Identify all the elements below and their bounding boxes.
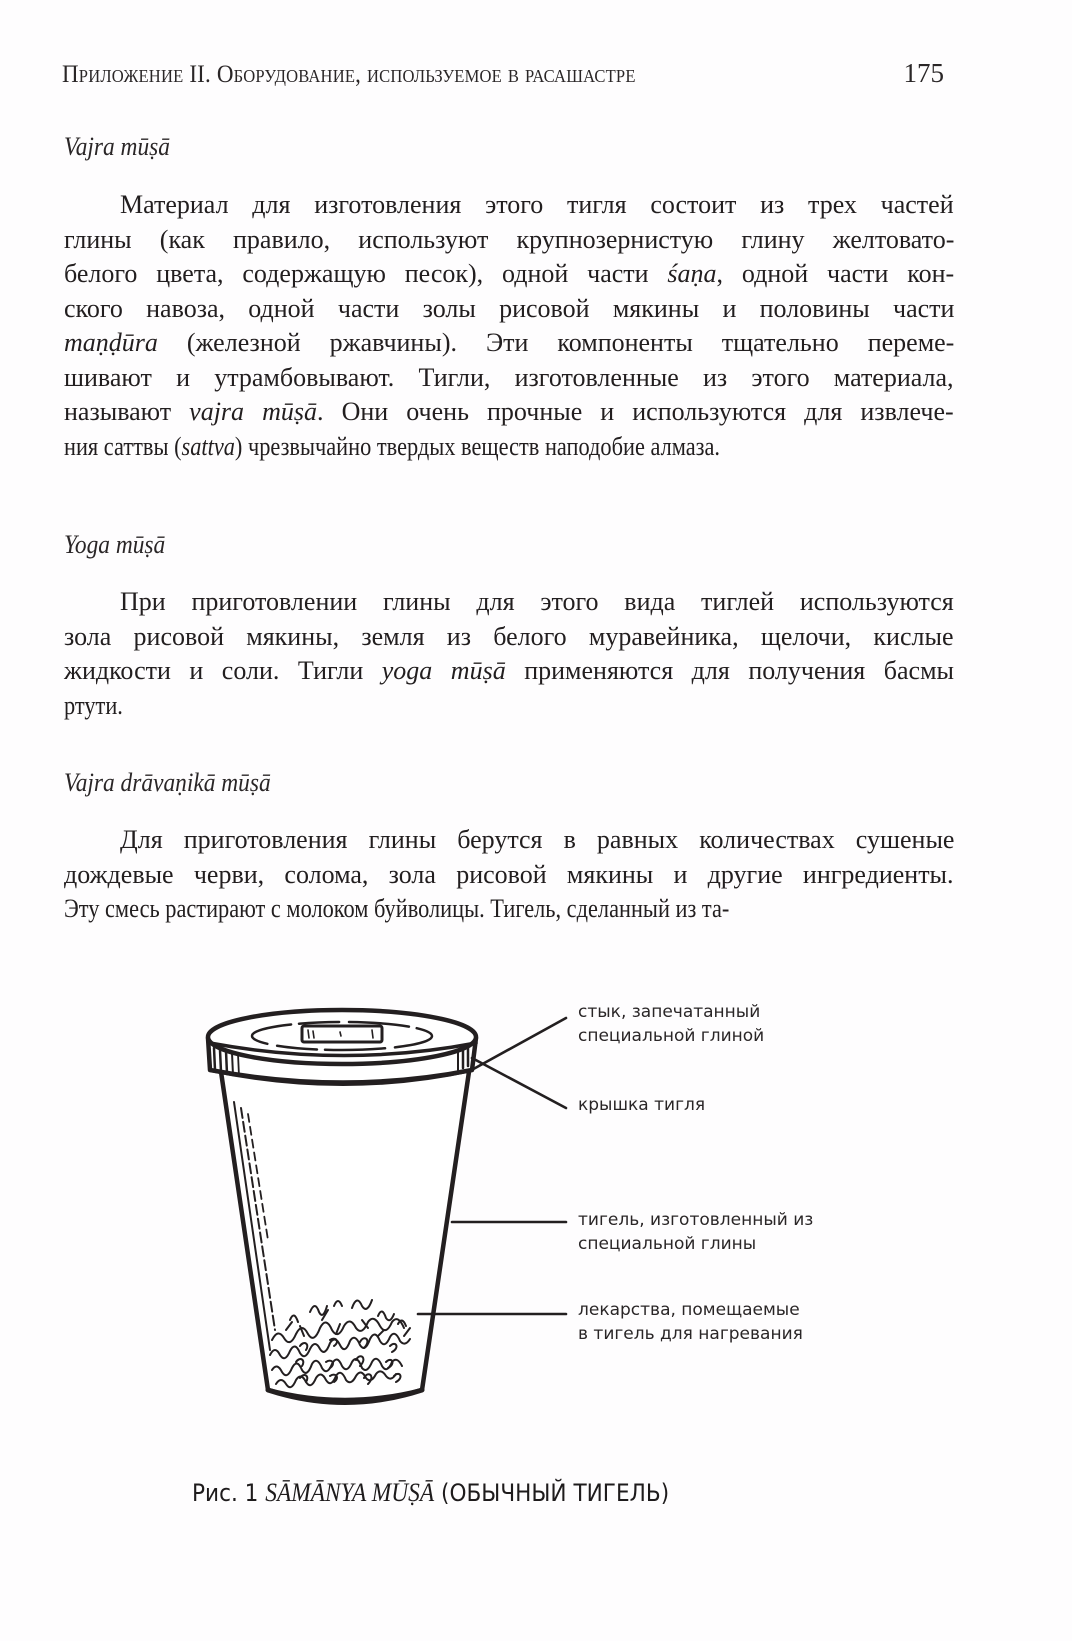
text-line bbox=[64, 858, 954, 893]
text-run: Эту смесь растирают с молоком буйволицы. Тигель, сделанный из та- bbox=[64, 894, 730, 923]
text-run: Для приготовления глины берутся в равных количествах сушеные bbox=[120, 825, 955, 854]
callout-lid bbox=[578, 1093, 705, 1117]
text-line bbox=[64, 823, 954, 858]
text-run: , одной части кон- bbox=[716, 259, 955, 288]
caption-term: SĀMĀNYA MŪṢĀ bbox=[265, 1478, 435, 1507]
text-run: ния саттвы ( bbox=[64, 431, 182, 461]
callout-crucible-line-2: специальной глины bbox=[578, 1234, 757, 1254]
callout-crucible-line-1: тигель, изготовленный из bbox=[578, 1210, 814, 1230]
section-heading-vajra-dravanika-musa: Vajra drāvaṇikā mūṣā bbox=[64, 768, 271, 797]
caption-suffix: (ОБЫЧНЫЙ ТИГЕЛЬ) bbox=[434, 1479, 670, 1507]
crucible-illustration bbox=[0, 990, 1072, 1470]
figure-samanya-musa bbox=[0, 990, 1072, 1470]
sanskrit-term: sattva bbox=[181, 431, 235, 461]
section-heading-vajra-musa: Vajra mūṣā bbox=[64, 132, 170, 161]
text-line bbox=[64, 361, 954, 396]
text-line bbox=[64, 395, 954, 430]
text-line bbox=[64, 326, 954, 361]
text-run: Материал для изготовления этого тигля состоит из трех частей bbox=[120, 190, 954, 219]
text-run: ) чрезвычайно твердых веществ наподобие алмаза. bbox=[234, 431, 721, 461]
text-run: зола рисовой мякины, земля из белого муравейника, щелочи, кислые bbox=[64, 621, 954, 651]
sanskrit-term: śaṇa bbox=[667, 259, 717, 288]
text-line bbox=[64, 689, 954, 724]
text-line bbox=[64, 585, 954, 620]
text-run: называют bbox=[64, 397, 190, 426]
text-line bbox=[64, 892, 954, 927]
text-run: дождевые черви, солома, зола рисовой мякины и другие ингредиенты. bbox=[64, 859, 954, 889]
text-run: . Они очень прочные и используются для извлече- bbox=[317, 397, 954, 426]
text-run: ртути. bbox=[64, 690, 123, 720]
sanskrit-term: vajra mūṣā bbox=[189, 397, 318, 426]
callout-lid-line-1: крышка тигля bbox=[578, 1095, 706, 1115]
text-run: шивают и утрамбовывают. Тигли, изготовленные из этого материала, bbox=[64, 362, 954, 392]
text-line bbox=[64, 430, 954, 465]
callout-joint bbox=[578, 1000, 764, 1048]
callout-medicines bbox=[578, 1298, 803, 1346]
callout-medicines-line-1: лекарства, помещаемые bbox=[578, 1300, 800, 1320]
paragraph-vajra-dravanika-musa bbox=[64, 823, 954, 927]
section-heading-yoga-musa: Yoga mūṣā bbox=[64, 530, 166, 559]
sanskrit-term: maṇḍūra bbox=[64, 328, 158, 357]
text-line bbox=[64, 654, 954, 689]
sanskrit-term: yoga mūṣā bbox=[381, 656, 506, 685]
callout-crucible bbox=[578, 1208, 813, 1256]
callout-joint-line-2: специальной глиной bbox=[578, 1026, 765, 1046]
paragraph-vajra-musa bbox=[64, 188, 954, 464]
text-run: применяются для получения басмы bbox=[505, 656, 954, 685]
callout-joint-line-1: стык, запечатанный bbox=[578, 1002, 761, 1022]
page-number: 175 bbox=[903, 58, 944, 88]
running-header bbox=[62, 58, 952, 94]
text-run: глины (как правило, используют крупнозернистую глину желтовато- bbox=[64, 224, 955, 254]
text-line bbox=[64, 223, 954, 258]
caption-prefix: Рис. 1 bbox=[192, 1479, 266, 1507]
text-line bbox=[64, 620, 954, 655]
figure-caption bbox=[192, 1478, 669, 1508]
text-line bbox=[64, 257, 954, 292]
text-run: При приготовлении глины для этого вида тиглей используются bbox=[120, 587, 954, 616]
text-run: ского навоза, одной части золы рисовой мякины и половины части bbox=[64, 293, 955, 323]
running-title: Приложение II. Оборудование, используемое в расашастре bbox=[62, 61, 636, 88]
paragraph-yoga-musa bbox=[64, 585, 954, 723]
text-run: (железной ржавчины). Эти компоненты тщательно переме- bbox=[157, 328, 955, 357]
text-run: жидкости и соли. Тигли bbox=[64, 656, 382, 685]
text-line bbox=[64, 188, 954, 223]
text-line bbox=[64, 292, 954, 327]
callout-medicines-line-2: в тигель для нагревания bbox=[578, 1324, 803, 1344]
text-run: белого цвета, содержащую песок), одной части bbox=[64, 259, 668, 288]
